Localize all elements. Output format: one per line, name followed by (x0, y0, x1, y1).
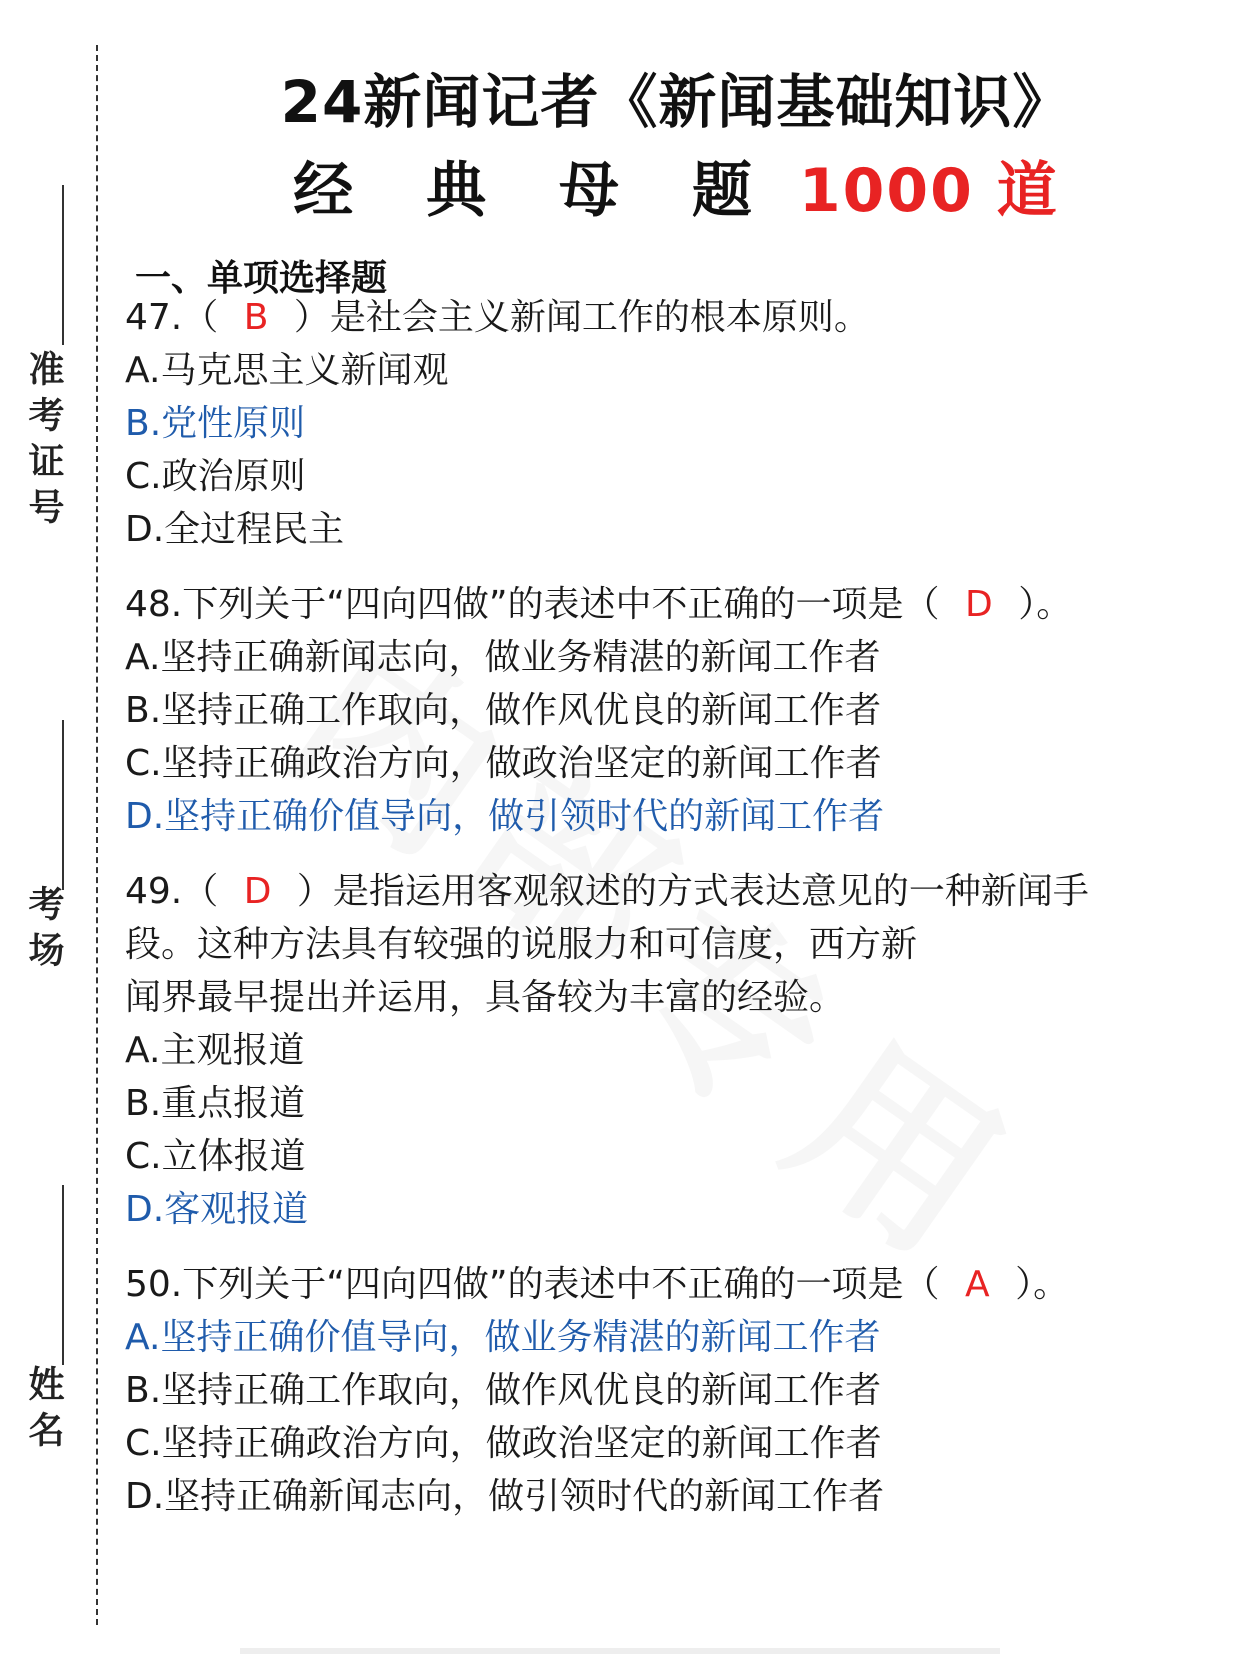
section-title: 一、单项选择题 (135, 258, 388, 299)
ticket-number-label: 准考证号 (23, 350, 65, 534)
ticket-underline (62, 185, 64, 345)
answer-mark: B (243, 297, 269, 338)
question-49-stem-line3: 闻界最早提出并运用，具备较为丰富的经验。 (125, 977, 846, 1018)
question-stem-prefix: 48.下列关于“四向四做”的表述中不正确的一项是（ (125, 584, 940, 625)
room-underline (62, 720, 64, 890)
q50-option-a-correct: A.坚持正确价值导向，做业务精湛的新闻工作者 (125, 1317, 881, 1358)
watermark-char (419, 690, 731, 1023)
q47-option-c: C.政治原则 (125, 456, 306, 497)
question-50-stem (125, 1263, 1069, 1307)
subtitle-highlight: 1000 道 (798, 156, 1059, 226)
question-stem-suffix: ）是社会主义新闻工作的根本原则。 (293, 297, 870, 338)
subtitle-prefix: 经 典 母 题 (293, 156, 778, 226)
question-stem-prefix: 50.下列关于“四向四做”的表述中不正确的一项是（ (125, 1264, 940, 1305)
q48-option-a: A.坚持正确新闻志向，做业务精湛的新闻工作者 (125, 637, 881, 678)
answer-mark: D (965, 584, 993, 625)
q47-option-b-correct: B.党性原则 (125, 403, 306, 444)
q49-option-d-correct: D.客观报道 (125, 1189, 309, 1230)
name-label: 姓名 (23, 1365, 65, 1457)
question-48-stem (125, 583, 1072, 627)
q50-option-b: B.坚持正确工作取向，做作风优良的新闻工作者 (125, 1370, 882, 1411)
answer-mark: D (243, 871, 272, 912)
page-subtitle (110, 143, 1242, 229)
q47-option-d: D.全过程民主 (125, 509, 345, 550)
answer-mark: A (965, 1264, 990, 1305)
question-49-stem-line2: 段。这种方法具有较强的说服力和可信度，西方新 (125, 924, 918, 965)
question-stem-suffix: ）。 (1015, 1264, 1070, 1305)
q47-option-a: A.马克思主义新闻观 (125, 350, 449, 391)
page-title: 24新闻记者《新闻基础知识》 (280, 68, 1072, 136)
q49-option-b: B.重点报道 (125, 1083, 306, 1124)
page-bottom-divider (240, 1648, 1000, 1654)
name-underline (62, 1185, 64, 1365)
question-stem-suffix: ）。 (1018, 584, 1073, 625)
question-49-stem (125, 870, 1089, 914)
q48-option-c: C.坚持正确政治方向，做政治坚定的新闻工作者 (125, 743, 882, 784)
q49-option-c: C.立体报道 (125, 1136, 306, 1177)
binding-strip (0, 0, 110, 1660)
exam-room-label: 考场 (23, 885, 65, 977)
q50-option-d: D.坚持正确新闻志向，做引领时代的新闻工作者 (125, 1476, 885, 1517)
q50-option-c: C.坚持正确政治方向，做政治坚定的新闻工作者 (125, 1423, 882, 1464)
q48-option-b: B.坚持正确工作取向，做作风优良的新闻工作者 (125, 690, 882, 731)
question-stem-suffix: ）是指运用客观叙述的方式表达意见的一种新闻手 (296, 871, 1089, 912)
q49-option-a: A.主观报道 (125, 1030, 305, 1071)
cut-line (96, 45, 98, 1625)
q48-option-d-correct: D.坚持正确价值导向，做引领时代的新闻工作者 (125, 796, 885, 837)
watermark-char (749, 970, 1061, 1303)
question-stem-prefix: 49.（ (125, 871, 219, 912)
question-stem-prefix: 47.（ (125, 297, 219, 338)
question-47-stem (125, 296, 870, 340)
